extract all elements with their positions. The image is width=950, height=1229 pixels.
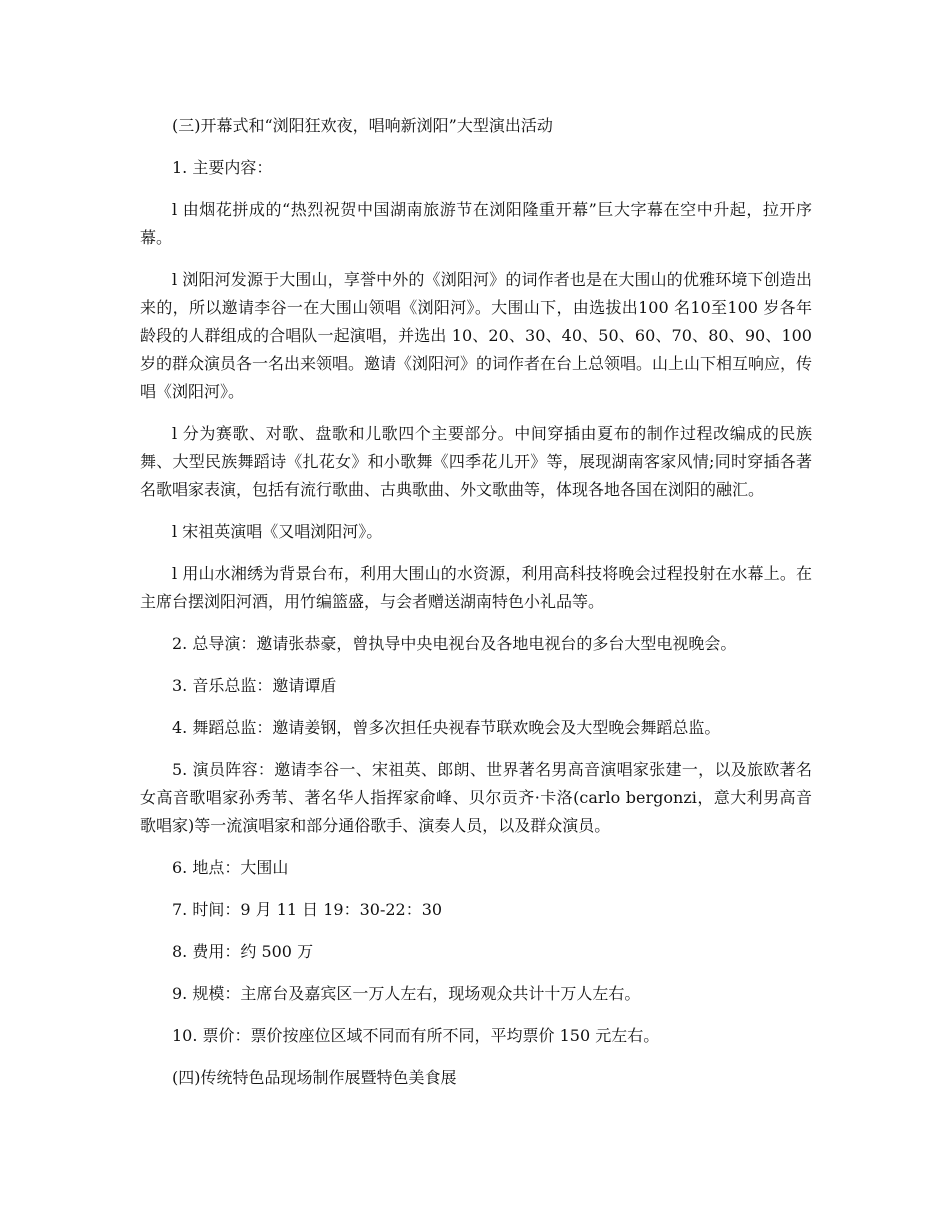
bullet-fireworks-caption: l 由烟花拼成的“热烈祝贺中国湖南旅游节在浏阳隆重开幕”巨大字幕在空中升起，拉开序幕。 <box>140 200 812 247</box>
section-heading-opening-ceremony: (三)开幕式和“浏阳狂欢夜，唱响新浏阳”大型演出活动 <box>172 116 553 135</box>
item-cast: 5. 演员阵容：邀请李谷一、宋祖英、郎朗、世界著名男高音演唱家张建一，以及旅欧著名女高音歌唱家孙秀苇、著名华人指挥家俞峰、贝尔贡齐·卡洛(carlo bergonzi，意大利男高音歌唱家)等一流演唱家和部分通俗歌手、演奏人员，以及群众演员。 <box>140 760 812 835</box>
item-cost: 8. 费用：约 500 万 <box>172 942 314 961</box>
item-scale: 9. 规模：主席台及嘉宾区一万人左右，现场观众共计十万人左右。 <box>172 984 641 1003</box>
document-body <box>140 112 812 1106</box>
item-time: 7. 时间：9 月 11 日 19：30-22：30 <box>172 900 443 919</box>
bullet-liuyang-river-chorus: l 浏阳河发源于大围山，享誉中外的《浏阳河》的词作者也是在大围山的优雅环境下创造出来的，所以邀请李谷一在大围山领唱《浏阳河》。大围山下，由选拔出100 名10至100 岁各年龄段的人群组成的合唱队一起演唱，并选出 10、20、30、40、50、60、70、80、90、100 岁的群众演员各一名出来领唱。邀请《浏阳河》的词作者在台上总领唱。山上山下相互响应，传唱《浏阳河》。 <box>140 270 813 401</box>
item-location: 6. 地点：大围山 <box>172 858 289 877</box>
item-dance-director: 4. 舞蹈总监：邀请姜钢，曾多次担任央视春节联欢晚会及大型晚会舞蹈总监。 <box>172 718 721 737</box>
bullet-song-zuying: l 宋祖英演唱《又唱浏阳河》。 <box>172 522 383 541</box>
item-director: 2. 总导演：邀请张恭豪，曾执导中央电视台及各地电视台的多台大型电视晚会。 <box>172 634 737 653</box>
bullet-song-sections: l 分为赛歌、对歌、盘歌和儿歌四个主要部分。中间穿插由夏布的制作过程改编成的民族舞、大型民族舞蹈诗《扎花女》和小歌舞《四季花儿开》等，展现湖南客家风情;同时穿插各著名歌唱家表演，包括有流行歌曲、古典歌曲、外文歌曲等，体现各地各国在浏阳的融汇。 <box>140 424 812 499</box>
item-ticket-price: 10. 票价：票价按座位区域不同而有所不同，平均票价 150 元左右。 <box>172 1026 660 1045</box>
item-music-director: 3. 音乐总监：邀请谭盾 <box>172 676 337 695</box>
section-heading-traditional-products: (四)传统特色品现场制作展暨特色美食展 <box>172 1068 457 1087</box>
main-content-label: 1. 主要内容： <box>172 158 273 177</box>
bullet-water-screen: l 用山水湘绣为背景台布，利用大围山的水资源，利用高科技将晚会过程投射在水幕上。在主席台摆浏阳河酒，用竹编篮盛，与会者赠送湖南特色小礼品等。 <box>140 564 812 611</box>
